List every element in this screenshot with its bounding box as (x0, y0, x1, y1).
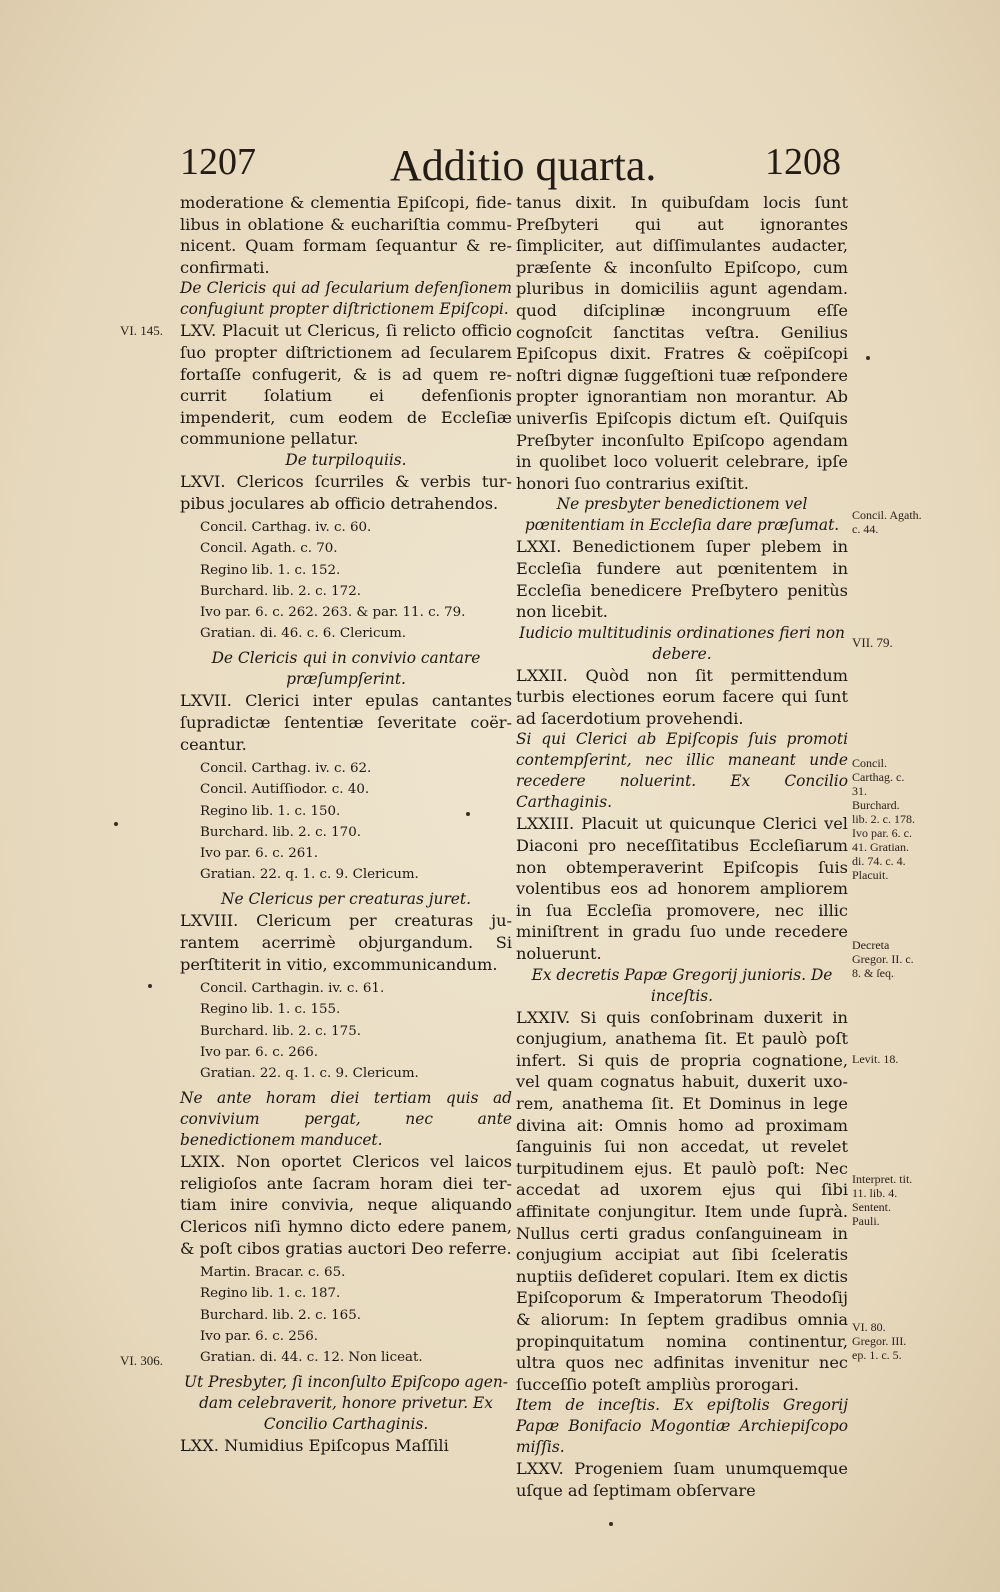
citation-list (180, 517, 512, 644)
canon-paragraph: LXXV. Progeniem ſuam unumquemque uſque ad ſeptimam obſervare (516, 1459, 848, 1500)
citation-line: Regino lib. 1. c. 152. (200, 562, 341, 578)
citation-line: Gratian. di. 46. c. 6. Clericum. (200, 626, 407, 642)
running-title: Additio quarta. (390, 141, 657, 190)
canon-heading: De turpiloquiis. (285, 450, 407, 469)
canon-heading: Ne ante horam diei tertiam quis ad convivium pergat, nec ante benedictionem manducet. (180, 1089, 512, 1150)
citation-line: Concil. Carthag. iv. c. 60. (200, 520, 372, 536)
canon-heading: Si qui Clerici ab Epiſcopis ſuis promoti contempſerint, nec illic maneant unde recedere noluerint. Ex Concilio Carthaginis. (516, 730, 848, 812)
margin-note: VI. 306. (120, 1353, 163, 1368)
margin-note: Decreta Gregor. II. c. 8. & ſeq. (852, 938, 914, 980)
canon-heading: Item de inceſtis. Ex epiſtolis Gregorij Papæ Bonifacio Mogontiæ Archiepiſcopo miſſis. (516, 1396, 848, 1457)
canon-heading: De Clericis qui in convivio cantare præſumpſerint. (211, 649, 481, 689)
citation-line: Concil. Carthag. iv. c. 62. (200, 761, 372, 777)
margin-note: VI. 145. (120, 323, 163, 338)
page-number-right: 1208 (765, 141, 841, 183)
margin-note: VII. 79. (852, 635, 893, 650)
margin-note: Levit. 18. (852, 1052, 899, 1066)
citation-line: Regino lib. 1. c. 150. (200, 803, 341, 819)
margin-note: Interpret. tit. 11. lib. 4. Sentent. Pauli. (852, 1172, 913, 1228)
canon-paragraph: LXX. Numidius Epiſcopus Maſſili (180, 1436, 449, 1456)
citation-line: Ivo par. 6. c. 262. 263. & par. 11. c. 79. (200, 604, 466, 620)
citation-line: Concil. Agath. c. 70. (200, 541, 338, 557)
canon-paragraph: LXXIV. Si quis conſobrinam duxerit in conjugium, anathema ſit. Et paulò poſt infert. Si quis de propria cognatione, vel quam cognatus habuit, duxerit uxorem, anathema ſit. Et Dominus in lege divina ait: Omnis homo ad proximam ſanguinis ſui non accedat, ut revelet turpitudinem ejus. Et paulò poſt: Nec accedat ad uxorem ejus qui ſibi affinitate conjungitur. Item unde ſuprà. Nullus certi gradus conſanguineam in conjugium accipiat aut ſibi ſceleratis nuptiis deſideret copulari. Item ex dictis Epiſcoporum & Imperatorum Theodoſij & aliorum: In ſeptem gradibus omnia propinquitatum nomina continentur, ultra quos nec adfinitas invenitur nec ſucceſſio poteſt ampliùs prorogari. (516, 1007, 848, 1394)
ink-speck (466, 812, 470, 816)
canon-paragraph: moderatione & clementia Epiſcopi, fidelibus in oblatione & euchariſtia communicent. Quam formam ſequantur & reconfirmati. (180, 193, 512, 277)
citation-line: Ivo par. 6. c. 256. (200, 1328, 319, 1344)
citation-line: Burchard. lib. 2. c. 170. (200, 824, 361, 840)
ink-speck (609, 1522, 613, 1526)
page-number-left: 1207 (180, 141, 256, 183)
citation-line: Regino lib. 1. c. 155. (200, 1002, 341, 1018)
citation-line: Concil. Autiſſiodor. c. 40. (200, 782, 370, 798)
ink-speck (148, 984, 152, 988)
citation-line: Gratian. 22. q. 1. c. 9. Clericum. (200, 867, 419, 883)
citation-list (180, 978, 512, 1084)
canon-paragraph: LXXII. Quòd non ſit permittendum turbis electiones eorum facere qui ſunt ad ſacerdotium provehendi. (516, 665, 848, 728)
ink-speck (114, 822, 118, 826)
canon-heading: Ex decretis Papæ Gregorij junioris. De inceſtis. (531, 965, 833, 1005)
citation-line: Gratian. di. 44. c. 12. Non liceat. (200, 1349, 423, 1365)
canon-heading: Ne Clericus per creaturas juret. (221, 890, 471, 909)
margin-note: Concil. Agath. c. 44. (852, 508, 922, 536)
canon-heading: Ut Presbyter, ſi inconſulto Epiſcopo agendam celebraverit, honore privetur. Ex Concilio Carthaginis. (184, 1373, 508, 1434)
canon-paragraph: LXXI. Benedictionem ſuper plebem in Eccleſia fundere aut pœnitentem in Eccleſia benedicere Preſbytero penitùs non licebit. (516, 537, 848, 622)
citation-line: Ivo par. 6. c. 261. (200, 845, 319, 861)
citation-line: Burchard. lib. 2. c. 172. (200, 583, 361, 599)
citation-list (180, 1262, 512, 1368)
citation-list (180, 758, 512, 885)
right-text-column (516, 192, 848, 1502)
canon-paragraph: LXVII. Clerici inter epulas cantantes ſupradictæ ſententiæ ſeveritate coërceantur. (180, 691, 512, 754)
margin-note: Concil. Carthag. c. 31. Burchard. lib. 2. c. 178. Ivo par. 6. c. 41. Gratian. di. 74. c. 4. Placuit. (852, 756, 915, 882)
canon-heading: Iudicio multitudinis ordinationes fieri non debere. (519, 623, 845, 663)
citation-line: Martin. Bracar. c. 65. (200, 1265, 346, 1281)
citation-line: Ivo par. 6. c. 266. (200, 1044, 319, 1060)
citation-line: Burchard. lib. 2. c. 165. (200, 1307, 361, 1323)
canon-paragraph: LXVI. Clericos ſcurriles & verbis turpibus joculares ab officio detrahendos. (180, 471, 512, 513)
canon-paragraph: LXIX. Non oportet Clericos vel laicos religioſos ante ſacram horam diei tertiam inire convivia, neque aliquando Clericos niſi hymno dicto edere panem, & poſt cibos gratias auctori Deo referre. (180, 1152, 512, 1258)
canon-heading: Ne presbyter benedictionem vel pœnitentiam in Eccleſia dare præſumat. (524, 495, 840, 535)
citation-line: Burchard. lib. 2. c. 175. (200, 1023, 361, 1039)
citation-line: Concil. Carthagin. iv. c. 61. (200, 981, 385, 997)
canon-paragraph: LXVIII. Clericum per creaturas jurantem acerrimè objurgandum. Si perſtiterit in vitio, excommunicandum. (180, 911, 512, 974)
canon-heading: De Clericis qui ad ſecularium defenſionem confugiunt propter diſtrictionem Epiſcopi. (180, 279, 512, 319)
canon-paragraph: LXV. Placuit ut Clericus, ſi relicto officio ſuo propter diſtrictionem ad ſecularem fortaſſe confugerit, & is ad quem recurrit ſolatium ei defenſionis impenderit, cum eodem de Eccleſiæ communione pellatur. (180, 321, 512, 449)
citation-line: Regino lib. 1. c. 187. (200, 1286, 341, 1302)
canon-paragraph: LXXIII. Placuit ut quicunque Clerici vel Diaconi pro neceſſitatibus Eccleſiarum non obtemperaverint Epiſcopis ſuis volentibus eos ad honorem ampliorem in ſua Eccleſia promovere, nec illic miniſtrent in gradu ſuo unde recedere noluerunt. (516, 814, 848, 964)
ink-speck (866, 356, 870, 360)
canon-paragraph: tanus dixit. In quibuſdam locis ſunt Preſbyteri qui aut ignorantes ſimpliciter, aut diſſimulantes audacter, præſente & inconſulto Epiſcopo, cum pluribus in domiciliis agunt agendam. quod diſciplinæ incongruum eſſe cognoſcit ſanctitas veſtra. Genilius Epiſcopus dixit. Fratres & coëpiſcopi noſtri dignæ ſuggeſtioni tuæ reſpondere propter ignorantiam non morantur. Ab univerſis Epiſcopis dictum eſt. Quiſquis Preſbyter inconſulto Epiſcopo agendam in quolibet loco voluerit celebrare, ipſe honori ſuo contrarius exiſtit. (516, 193, 848, 493)
margin-note: VI. 80. Gregor. III. ep. 1. c. 5. (852, 1320, 907, 1362)
left-text-column (180, 192, 512, 1457)
citation-line: Gratian. 22. q. 1. c. 9. Clericum. (200, 1065, 419, 1081)
